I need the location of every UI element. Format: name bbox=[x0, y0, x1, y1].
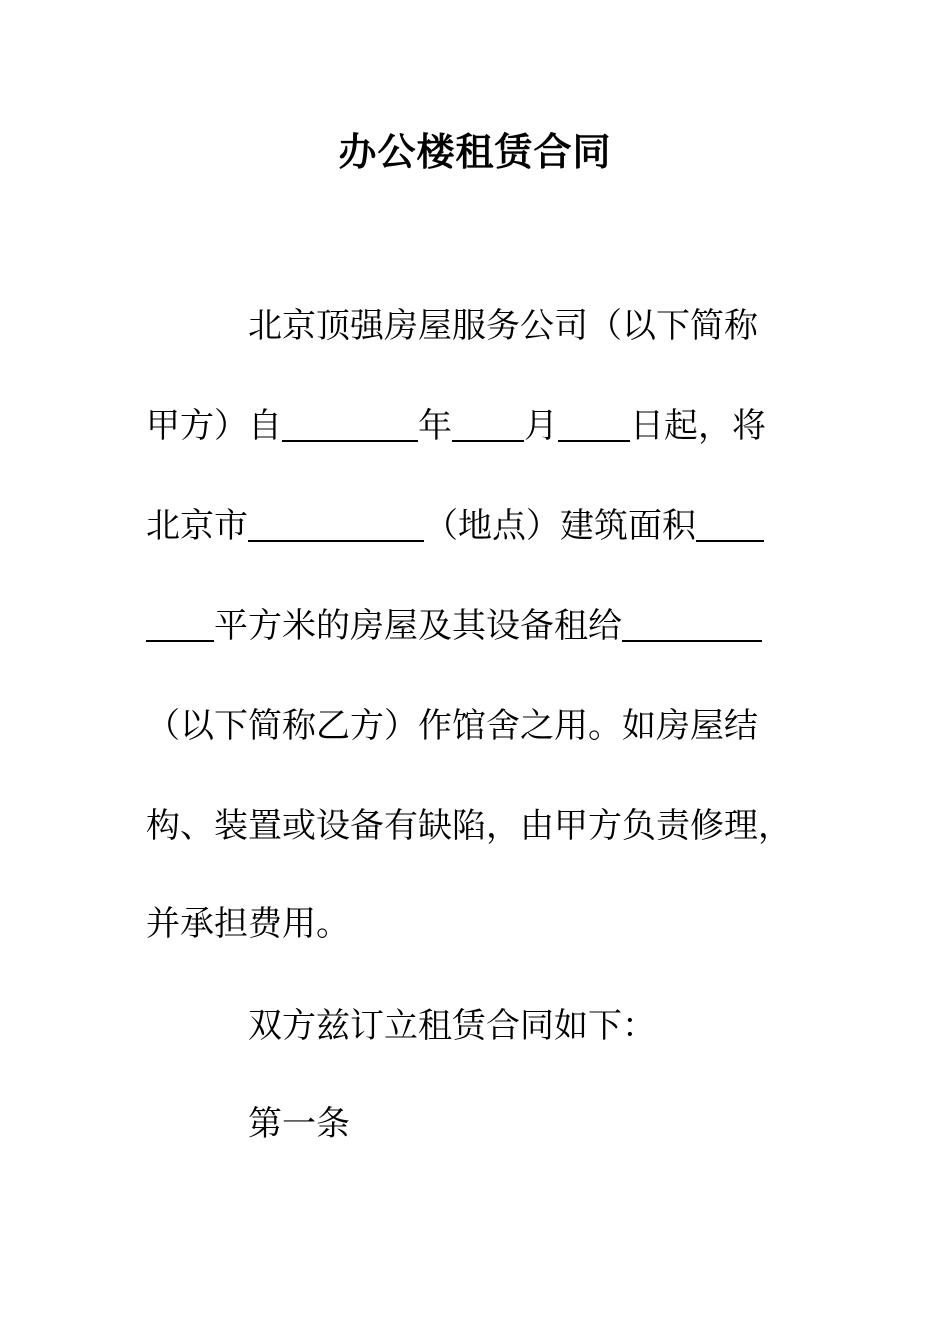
article-1-label: 第一条 bbox=[248, 1104, 350, 1144]
paragraph-line-3 bbox=[146, 500, 764, 552]
article-heading bbox=[248, 1098, 350, 1150]
paragraph-line-7 bbox=[146, 898, 350, 950]
line-1-text: 北京顶强房屋服务公司（以下简称 bbox=[248, 306, 758, 346]
blank-tenant bbox=[622, 590, 762, 642]
line-3-text-a: 北京市 bbox=[146, 506, 248, 546]
paragraph-line-6 bbox=[146, 800, 792, 852]
blank-area-part-1 bbox=[696, 490, 764, 542]
blank-month bbox=[452, 390, 524, 442]
line-2-text-b: 年 bbox=[418, 406, 452, 446]
blank-area-part-2 bbox=[146, 590, 214, 642]
blank-location bbox=[248, 490, 424, 542]
blank-day bbox=[558, 390, 630, 442]
paragraph-line-8 bbox=[248, 1000, 656, 1052]
paragraph-line-1 bbox=[248, 300, 758, 352]
paragraph-line-2 bbox=[146, 400, 766, 452]
line-5-text: （以下简称乙方）作馆舍之用。如房屋结 bbox=[146, 706, 758, 746]
line-7-text: 并承担费用。 bbox=[146, 904, 350, 944]
line-8-text: 双方兹订立租赁合同如下： bbox=[248, 1006, 656, 1046]
paragraph-line-4 bbox=[146, 600, 762, 652]
blank-year bbox=[282, 390, 418, 442]
paragraph-line-5 bbox=[146, 700, 758, 752]
line-6-text: 构、装置或设备有缺陷，由甲方负责修理， bbox=[146, 806, 792, 846]
line-2-text-d: 日起，将 bbox=[630, 406, 766, 446]
line-2-text-a: 甲方）自 bbox=[146, 406, 282, 446]
line-3-text-b: （地点）建筑面积 bbox=[424, 506, 696, 546]
line-2-text-c: 月 bbox=[524, 406, 558, 446]
line-4-text: 平方米的房屋及其设备租给 bbox=[214, 606, 622, 646]
document-title: 办公楼租赁合同 bbox=[338, 129, 612, 174]
